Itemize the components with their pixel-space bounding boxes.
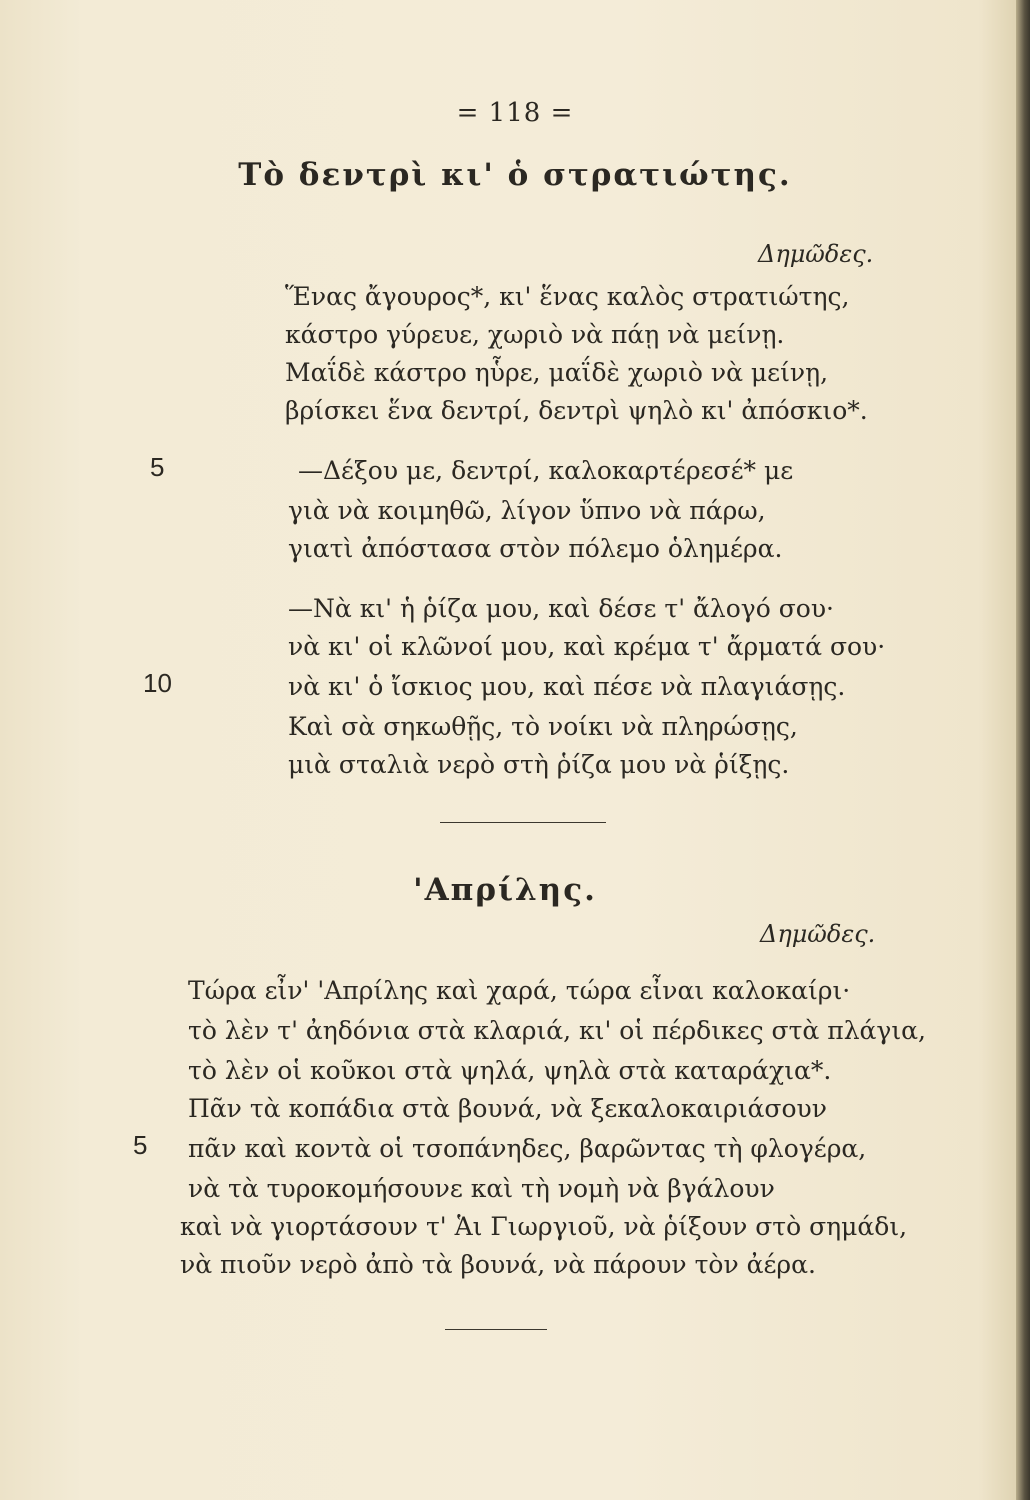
poem-line: τὸ λὲν τ' ἀηδόνια στὰ κλαριά, κι' οἱ πέρδικες στὰ πλάγια, [188, 1016, 926, 1045]
poem-line: νὰ κι' οἱ κλῶνοί μου, καὶ κρέμα τ' ἄρματά σου· [288, 632, 886, 661]
poem-line: τὸ λὲν οἱ κοῦκοι στὰ ψηλά, ψηλὰ στὰ καταράχια*. [188, 1056, 832, 1085]
page-edge-shadow [1016, 0, 1030, 1500]
line-number: 10 [143, 668, 172, 698]
poem-line: βρίσκει ἕνα δεντρί, δεντρὶ ψηλὸ κι' ἀπόσκιο*. [285, 396, 868, 425]
line-number: 5 [150, 452, 165, 482]
poem-line: γιατὶ ἀπόστασα στὸν πόλεμο ὁλημέρα. [288, 534, 783, 563]
poem-title: Τὸ δεντρὶ κι' ὁ στρατιώτης. [238, 157, 792, 193]
poem-line: Πᾶν τὰ κοπάδια στὰ βουνά, νὰ ξεκαλοκαιριάσουν [188, 1094, 827, 1123]
poem-line: γιὰ νὰ κοιμηθῶ, λίγον ὕπνο νὰ πάρω, [288, 496, 766, 525]
poem-title: 'Απρίλης. [413, 872, 597, 908]
poem-line: Τώρα εἶν' 'Απρίλης καὶ χαρά, τώρα εἶναι καλοκαίρι· [188, 976, 851, 1005]
line-number: 5 [133, 1130, 148, 1160]
poem-line: καὶ νὰ γιορτάσουν τ' Ἁι Γιωργιοῦ, νὰ ῥίξουν στὸ σημάδι, [180, 1212, 908, 1241]
poem-line: πᾶν καὶ κοντὰ οἱ τσοπάνηδες, βαρῶντας τὴ φλογέρα, [188, 1134, 867, 1163]
poem-line: Καὶ σὰ σηκωθῇς, τὸ νοίκι νὰ πληρώσῃς, [288, 712, 798, 741]
poem-genre: Δημῶδες. [760, 920, 876, 948]
poem-line: νὰ τὰ τυροκομήσουνε καὶ τὴ νομὴ νὰ βγάλουν [188, 1174, 775, 1203]
poem-line: νὰ πιοῦν νερὸ ἀπὸ τὰ βουνά, νὰ πάρουν τὸν ἀέρα. [180, 1250, 816, 1279]
section-divider [440, 822, 606, 823]
poem-line: Ἕνας ἄγουρος*, κι' ἕνας καλὸς στρατιώτης, [285, 282, 850, 311]
poem-genre: Δημῶδες. [758, 240, 874, 268]
poem-line: —Νὰ κι' ἡ ῥίζα μου, καὶ δέσε τ' ἄλογό σου· [288, 594, 834, 623]
section-divider [445, 1329, 547, 1330]
poem-line: Μαΐδὲ κάστρο ηὗρε, μαΐδὲ χωριὸ νὰ μείνῃ, [285, 358, 829, 387]
poem-line: κάστρο γύρευε, χωριὸ νὰ πάῃ νὰ μείνῃ. [285, 320, 785, 349]
poem-line: μιὰ σταλιὰ νερὸ στὴ ῥίζα μου νὰ ῥίξῃς. [288, 750, 790, 779]
page-number: = 118 = [456, 98, 574, 128]
poem-line: —Δέξου με, δεντρί, καλοκαρτέρεσέ* με [298, 456, 794, 485]
poem-line: νὰ κι' ὁ ἴσκιος μου, καὶ πέσε νὰ πλαγιάσῃς. [288, 672, 846, 701]
